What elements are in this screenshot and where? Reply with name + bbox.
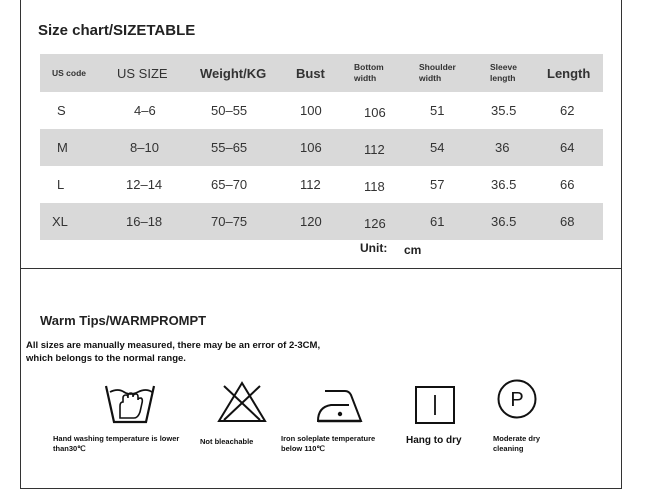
- cell-us-size: 16–18: [126, 214, 163, 229]
- cell-code: XL: [52, 214, 68, 229]
- size-chart-title: Size chart/SIZETABLE: [38, 22, 196, 39]
- iron-icon: [315, 383, 365, 425]
- warm-tips-text: [26, 339, 386, 365]
- care-label-hang-dry: Hang to dry: [406, 435, 462, 446]
- svg-text:P: P: [510, 389, 524, 411]
- header-bottom-width: Bottom width: [354, 62, 384, 83]
- cell-bust: 120: [300, 214, 322, 229]
- cell-weight: 70–75: [211, 214, 248, 229]
- hang-dry-icon: [414, 385, 456, 425]
- table-header-row: [40, 54, 603, 92]
- warm-tips-line-1: All sizes are manually measured, there may be an error of 2-3CM,: [26, 340, 321, 351]
- cell-bottom: 106: [364, 105, 386, 120]
- cell-bottom: 118: [364, 179, 385, 194]
- cell-bottom: 112: [364, 142, 385, 157]
- cell-length: 64: [560, 140, 575, 155]
- hand-wash-icon: [104, 380, 156, 428]
- header-us-code: US code: [52, 67, 87, 78]
- care-label-dry-clean: Moderate dry cleaning: [493, 434, 541, 453]
- cell-bust: 106: [300, 140, 322, 155]
- cell-sleeve: 36.5: [491, 214, 517, 229]
- cell-shoulder: 54: [430, 140, 445, 155]
- cell-sleeve: 35.5: [491, 103, 517, 118]
- cell-length: 66: [560, 177, 575, 192]
- care-label-hand-wash: Hand washing temperature is lower than30℃: [53, 434, 180, 453]
- cell-weight: 65–70: [211, 177, 248, 192]
- cell-us-size: 8–10: [130, 140, 159, 155]
- cell-shoulder: 51: [430, 103, 445, 118]
- header-bust: Bust: [296, 65, 325, 81]
- unit-label: Unit:: [360, 241, 388, 255]
- cell-us-size: 4–6: [134, 103, 156, 118]
- size-table: [40, 54, 603, 240]
- cell-bottom: 126: [364, 216, 386, 231]
- header-sleeve-length: Sleeve length: [490, 62, 517, 83]
- table-row: [40, 203, 603, 240]
- cell-length: 68: [560, 214, 575, 229]
- cell-weight: 55–65: [211, 140, 248, 155]
- warm-tips-line-2: which belongs to the normal range.: [26, 353, 186, 364]
- table-row: [40, 129, 603, 166]
- header-shoulder-width: Shoulder width: [419, 62, 456, 83]
- care-label-iron: Iron soleplate temperature below 110℃: [281, 434, 376, 453]
- unit-value: cm: [404, 243, 422, 257]
- dry-clean-icon: [496, 378, 538, 420]
- cell-code: L: [57, 177, 65, 192]
- cell-bust: 100: [300, 103, 322, 118]
- cell-weight: 50–55: [211, 103, 248, 118]
- cell-us-size: 12–14: [126, 177, 163, 192]
- table-row: [40, 92, 603, 129]
- cell-code: S: [57, 103, 66, 118]
- cell-code: M: [57, 140, 68, 155]
- no-bleach-icon: [216, 380, 268, 424]
- cell-sleeve: 36.5: [491, 177, 517, 192]
- cell-length: 62: [560, 103, 575, 118]
- warm-tips-title: Warm Tips/WARMPROMPT: [40, 313, 207, 328]
- header-length: Length: [547, 65, 591, 81]
- table-row: [40, 166, 603, 203]
- header-us-size: US SIZE: [117, 65, 168, 81]
- care-label-no-bleach: Not bleachable: [200, 437, 254, 446]
- cell-shoulder: 61: [430, 214, 445, 229]
- cell-bust: 112: [300, 177, 321, 192]
- cell-sleeve: 36: [495, 140, 510, 155]
- cell-shoulder: 57: [430, 177, 445, 192]
- header-weight: Weight/KG: [200, 65, 267, 81]
